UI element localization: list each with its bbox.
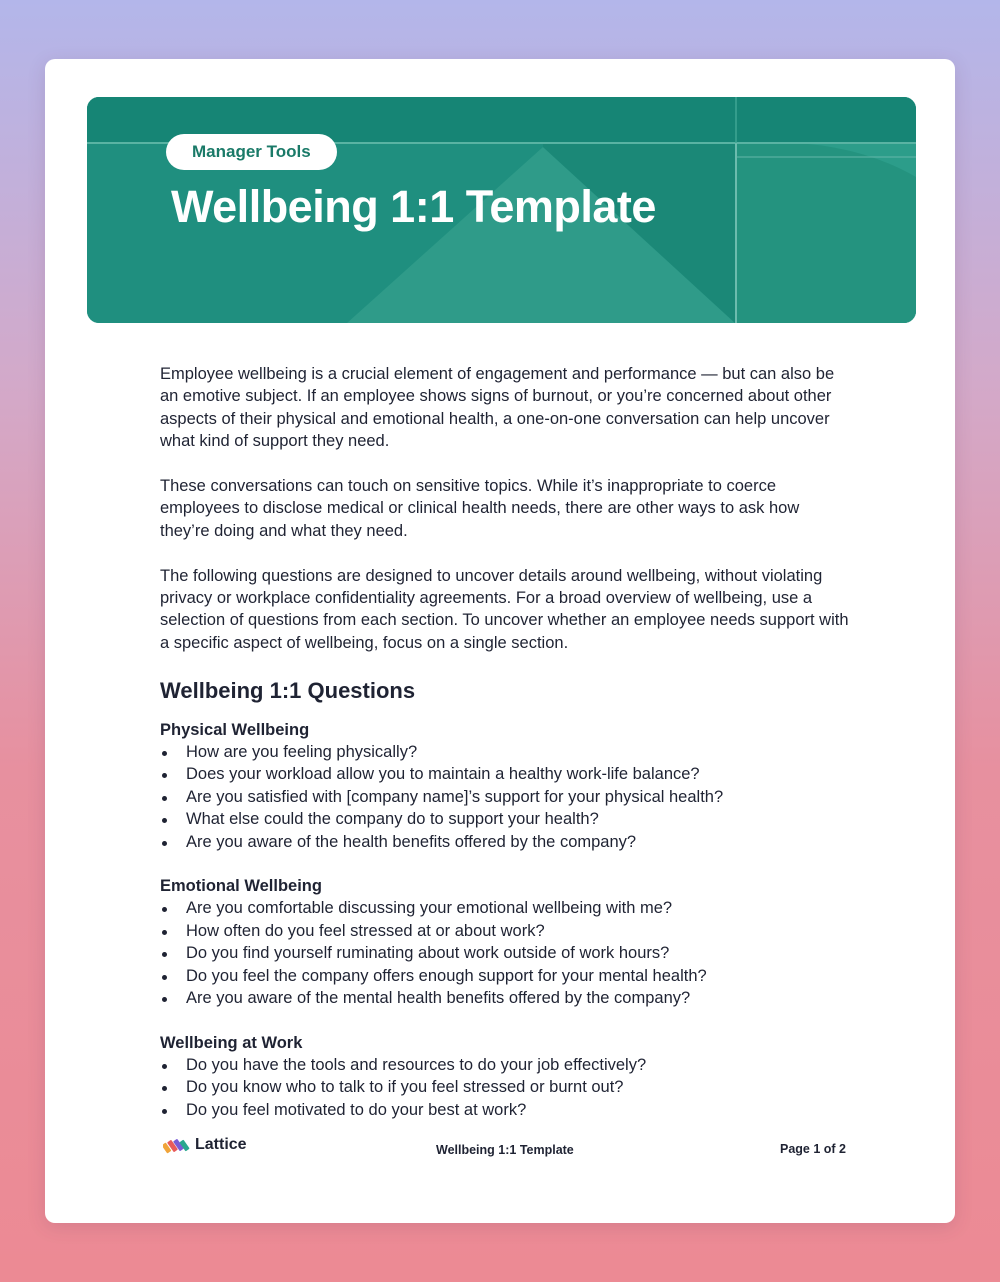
- list-item: Do you feel motivated to do your best at work?: [160, 1099, 850, 1121]
- page-number: Page 1 of 2: [780, 1142, 846, 1156]
- list-item: Do you know who to talk to if you feel stressed or burnt out?: [160, 1076, 850, 1098]
- intro-paragraph: Employee wellbeing is a crucial element of engagement and performance — but can also be an emotive subject. If an employee shows signs of burnout, or you’re concerned about other aspects of their physical and emotional health, a one-on-one conversation can help uncover what kind of support they need.: [160, 365, 835, 451]
- document-body: [160, 363, 850, 1143]
- list-item: How are you feeling physically?: [160, 741, 850, 763]
- list-item: How often do you feel stressed at or about work?: [160, 920, 850, 942]
- list-item: Do you have the tools and resources to do your job effectively?: [160, 1054, 850, 1076]
- page-footer: [163, 1137, 846, 1161]
- list-item: Are you aware of the health benefits offered by the company?: [160, 831, 850, 853]
- category-tag: Manager Tools: [166, 134, 337, 170]
- document-page: [45, 59, 955, 1223]
- list-item: Does your workload allow you to maintain a healthy work-life balance?: [160, 763, 850, 785]
- page-title: Wellbeing 1:1 Template: [171, 181, 656, 232]
- footer-doc-title: Wellbeing 1:1 Template: [436, 1143, 574, 1157]
- list-item: Are you satisfied with [company name]’s support for your physical health?: [160, 786, 850, 808]
- question-list: [160, 741, 850, 853]
- list-item: Are you aware of the mental health benefits offered by the company?: [160, 987, 850, 1009]
- brand-name: Lattice: [195, 1136, 247, 1153]
- subsection-title: Emotional Wellbeing: [160, 877, 322, 896]
- lattice-logo: [163, 1136, 247, 1154]
- header-banner: [87, 97, 916, 323]
- list-item: Are you comfortable discussing your emotional wellbeing with me?: [160, 897, 850, 919]
- list-item: Do you find yourself ruminating about work outside of work hours?: [160, 942, 850, 964]
- subsection-title: Physical Wellbeing: [160, 720, 310, 739]
- intro-paragraph: The following questions are designed to uncover details around wellbeing, without violating privacy or workplace confidentiality agreements. For a broad overview of wellbeing, use a selection of questions from each section. To uncover whether an employee needs support with a specific aspect of wellbeing, focus on a single section.: [160, 566, 849, 652]
- questions-heading: Wellbeing 1:1 Questions: [160, 677, 416, 703]
- subsection-title: Wellbeing at Work: [160, 1033, 303, 1052]
- intro-paragraph: These conversations can touch on sensitive topics. While it’s inappropriate to coerce employees to disclose medical or clinical health needs, there are other ways to ask how they’re doing and what they need.: [160, 477, 800, 540]
- list-item: Do you feel the company offers enough support for your mental health?: [160, 965, 850, 987]
- list-item: What else could the company do to support your health?: [160, 808, 850, 830]
- question-list: [160, 897, 850, 1009]
- lattice-logo-icon: [163, 1136, 191, 1154]
- question-list: [160, 1054, 850, 1121]
